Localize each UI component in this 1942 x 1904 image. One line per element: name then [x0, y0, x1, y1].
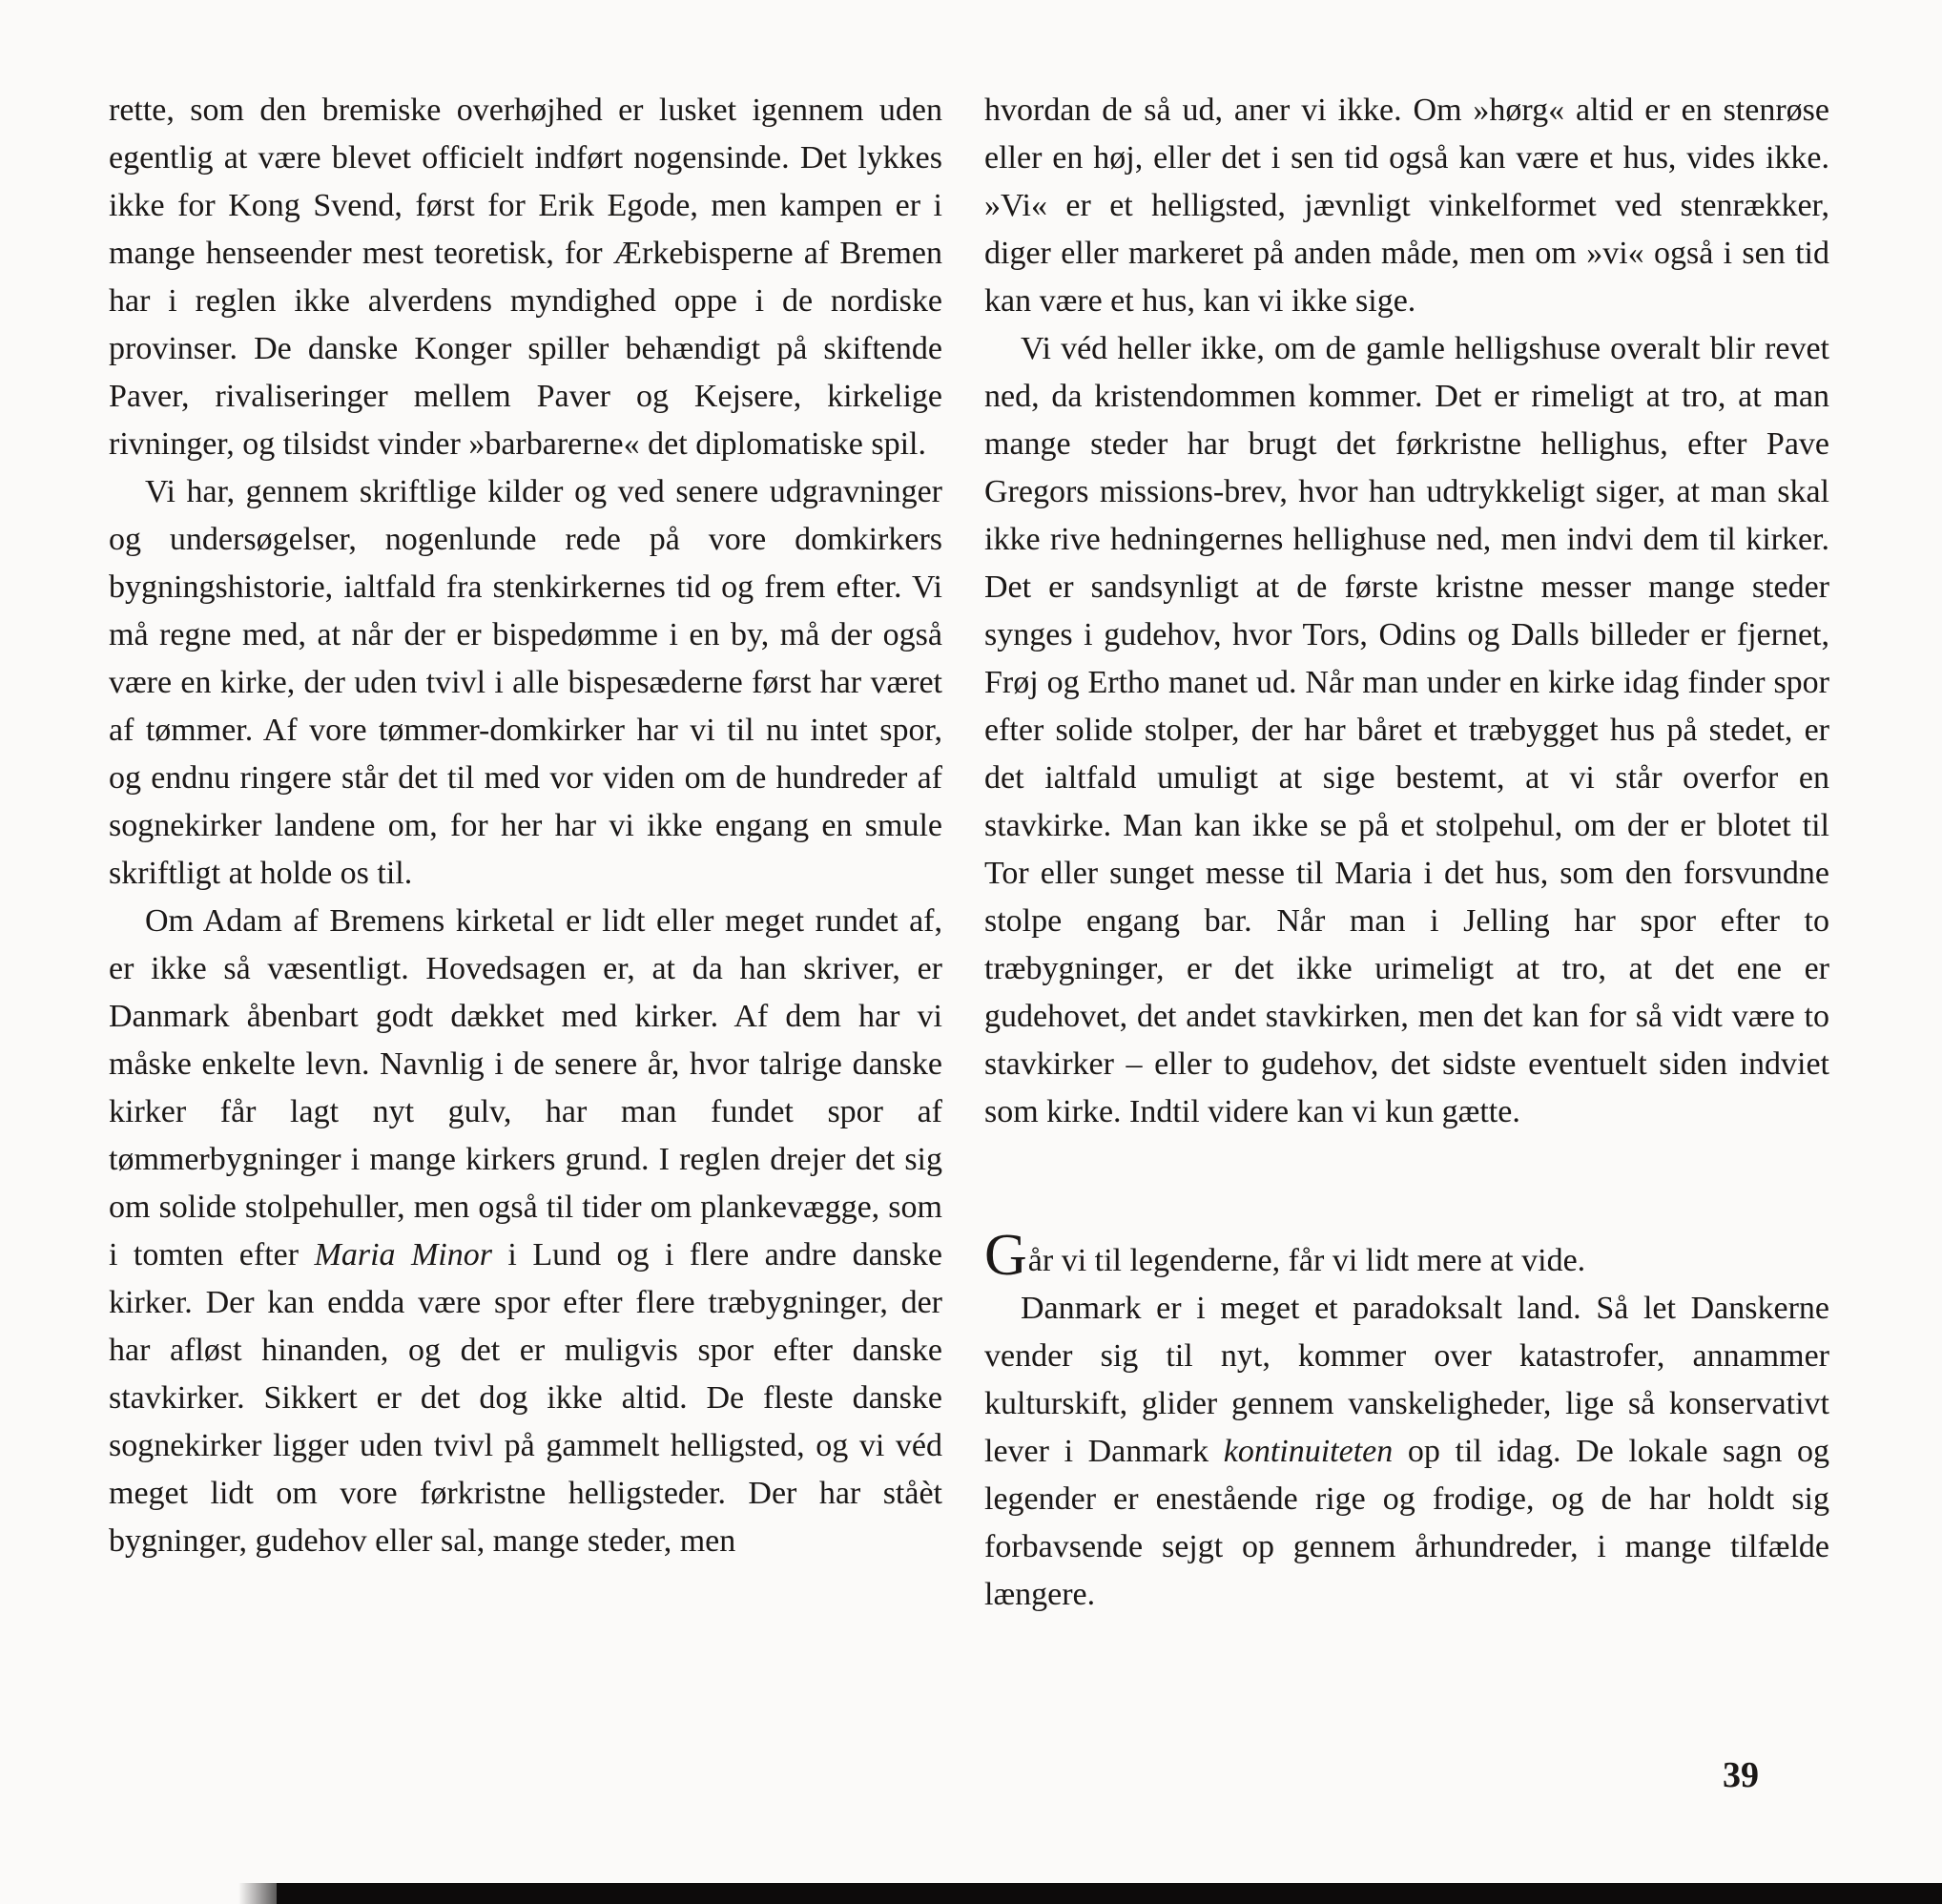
section-opening-text: år vi til legenderne, får vi lidt mere at vide.	[1027, 1243, 1586, 1278]
section-opening-line	[984, 1223, 1829, 1288]
paragraph-2: Vi har, gennem skriftlige kilder og ved senere udgravninger og undersøgelser, nogenlunde rede på vore domkirkers bygningshistorie, ialtfald fra stenkirkernes tid og frem efter. Vi må regne med, at når der er bispedømme i en by, må der også være en kirke, der uden tvivl i alle bispesæderne først har været af tømmer. Af vore tømmer-domkirker har vi til nu intet spor, og endnu ringere står det til med vor viden om de hundreder af sognekirker landene om, for her har vi ikke engang en smule skriftligt at holde os til.	[109, 474, 942, 891]
paragraph-1: rette, som den bremiske overhøjhed er lusket igennem uden egentlig at være blevet officielt indført nogensinde. Det lykkes ikke for Kong Svend, først for Erik Egode, men kampen er i mange henseender mest teoretisk, for Ærkebisperne af Bremen har i reglen ikke alverdens myndighed oppe i de nordiske provinser. De danske Konger spiller behændigt på skiftende Paver, rivaliseringer mellem Paver og Kejsere, kirkelige rivninger, og tilsidst vinder »barbarerne« det diplomatiske spil.	[109, 93, 942, 462]
section-break	[984, 1136, 1829, 1231]
paragraph-6-text-end: op til idag. De lokale sagn og legender er enestående rige og frodige, og de har holdt sig forbavsende sejgt op gennem århundreder, i mange tilfælde længere.	[984, 1434, 1829, 1612]
paragraph-3	[109, 898, 942, 1565]
paragraph-6-text-start: Danmark er i meget et paradoksalt land. Så let Danskerne vender sig til nyt, kommer over katastrofer, annammer kulturskift, glider gennem vanskeligheder, lige så konservativt lever i Danmark	[984, 1291, 1829, 1469]
drop-initial: G	[984, 1223, 1027, 1288]
scan-bottom-edge	[277, 1883, 1942, 1904]
paragraph-3-text-start: Om Adam af Bremens kirketal er lidt eller meget rundet af, er ikke så væsentligt. Hovedsagen er, at da han skriver, er Danmark åbenbart godt dækket med kirker. Af dem har vi måske enkelte levn. Navnlig i de senere år, hvor talrige danske kirker får lagt nyt gulv, har man fundet spor af tømmerbygninger i mange kirkers grund. I reglen drejer det sig om solide stolpehuller, men også til tider om plankevægge, som i tomten efter	[109, 903, 942, 1273]
italic-continuity: kontinuiteten	[1223, 1434, 1394, 1469]
italic-church-name: Maria Minor	[314, 1237, 492, 1273]
page-number: 39	[1723, 1755, 1759, 1795]
paragraph-6	[984, 1285, 1829, 1619]
paragraph-3-text-end: i Lund og i flere andre danske kirker. Der kan endda være spor efter flere træbygninger, der har afløst hinanden, og det er muligvis spor efter danske stavkirker. Sikkert er det dog ikke altid. De fleste danske sognekirker ligger uden tvivl på gammelt helligsted, og vi véd meget lidt om vore førkristne helligsteder. Der har ståèt bygninger, gudehov eller sal, mange steder, men	[109, 1237, 942, 1559]
paragraph-4: hvordan de så ud, aner vi ikke. Om »hørg« altid er en stenrøse eller en høj, eller det i sen tid også kan være et hus, vides ikke. »Vi« er et helligsted, jævnligt vinkelformet ved stenrækker, diger eller markeret på anden måde, men om »vi« også i sen tid kan være et hus, kan vi ikke sige.	[984, 93, 1829, 319]
paragraph-5: Vi véd heller ikke, om de gamle helligshuse overalt blir revet ned, da kristendommen kommer. Det er rimeligt at tro, at man mange steder har brugt det førkristne hellighus, efter Pave Gregors missions-brev, hvor han udtrykkeligt siger, at man skal ikke rive hedningernes hellighuse ned, men indvi dem til kirker. Det er sandsynligt at de første kristne messer mange steder synges i gudehov, hvor Tors, Odins og Dalls billeder er fjernet, Frøj og Ertho manet ud. Når man under en kirke idag finder spor efter solide stolper, der har båret et træbygget hus på stedet, er det ialtfald umuligt at sige bestemt, at vi står overfor en stavkirke. Man kan ikke se på et stolpehul, om der er blotet til Tor eller sunget messe til Maria i det hus, som den forsvundne stolpe engang bar. Når man i Jelling har spor efter to træbygninger, er det ikke urimeligt at tro, at det ene er gudehovet, det andet stavkirken, men det kan for så vidt være to stavkirker – eller to gudehov, det sidste eventuelt siden indviet som kirke. Indtil videre kan vi kun gætte.	[984, 331, 1829, 1129]
left-text-column	[109, 87, 942, 1565]
right-text-column	[984, 87, 1829, 1619]
